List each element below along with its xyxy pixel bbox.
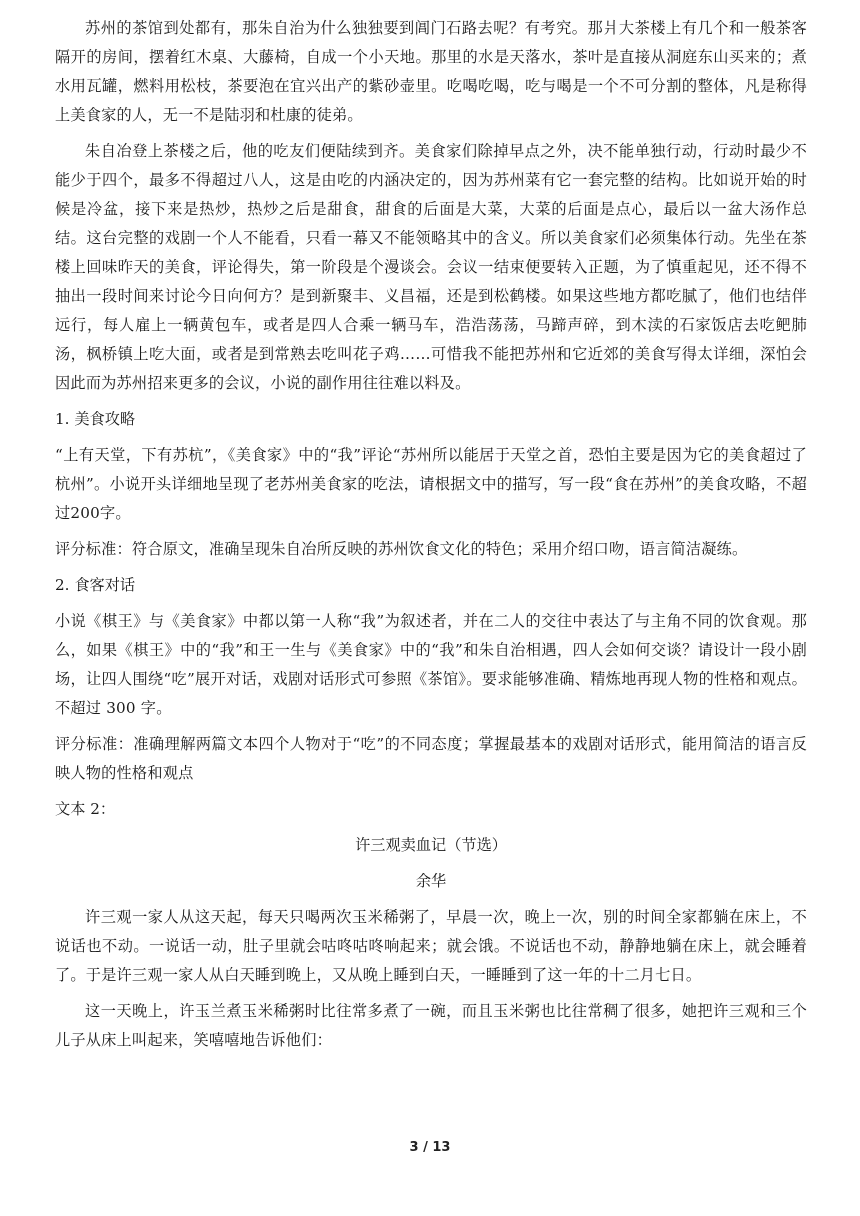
task2-criteria: 评分标准：准确理解两篇文本四个人物对于“吃”的不同态度；掌握最基本的戏剧对话形式，能用简洁的语言反映人物的性格和观点 <box>55 735 807 782</box>
task2-title: 2. 食客对话 <box>55 576 136 594</box>
text2-paragraph-1: 许三观一家人从这天起，每天只喝两次玉米稀粥了，早晨一次，晚上一次，别的时间全家都躺在床上，不说话也不动。一说话一动，肚子里就会咕咚咕咚响起来；就会饿。不说话也不动，静静地躺在床上，就会睡着了。于是许三观一家人从白天睡到晚上，又从晚上睡到白天，一睡睡到了这一年的十二月七日。 <box>55 908 807 984</box>
task2-prompt: 小说《棋王》与《美食家》中都以第一人称“我”为叙述者，并在二人的交往中表达了与主角不同的饮食观。那么，如果《棋王》中的“我”和王一生与《美食家》中的“我”和朱自治相遇，四人会如何交谈？请设计一段小剧场，让四人围绕“吃”展开对话，戏剧对话形式可参照《茶馆》。要求能够准确、精炼地再现人物的性格和观点。不超过 300 字。 <box>55 612 807 717</box>
paragraph-teahouse: 苏州的茶馆到处都有，那朱自治为什么独独要到阊门石路去呢？有考究。那爿大茶楼上有几个和一般茶客隔开的房间，摆着红木桌、大藤椅，自成一个小天地。那里的水是天落水，茶叶是直接从洞庭东山买来的；煮水用瓦罐，燃料用松枝，茶要泡在宜兴出产的紫砂壶里。吃喝吃喝，吃与喝是一个不可分割的整体，凡是称得上美食家的人，无一不是陆羽和杜康的徒弟。 <box>55 19 807 124</box>
page-number: 3 / 13 <box>409 1140 451 1155</box>
task1-title: 1. 美食攻略 <box>55 410 136 428</box>
text2-author: 余华 <box>415 872 447 890</box>
text2-title: 许三观卖血记（节选） <box>355 836 507 854</box>
task1-prompt: “上有天堂，下有苏杭”，《美食家》中的“我”评论“苏州所以能居于天堂之首，恐怕主要是因为它的美食超过了杭州”。小说开头详细地呈现了老苏州美食家的吃法，请根据文中的描写，写一段“食在苏州”的美食攻略，不超过200字。 <box>55 446 807 522</box>
document-page <box>55 14 807 1062</box>
task1-criteria: 评分标准：符合原文，准确呈现朱自冶所反映的苏州饮食文化的特色；采用介绍口吻，语言简洁凝练。 <box>55 540 748 558</box>
paragraph-gourmets: 朱自冶登上茶楼之后，他的吃友们便陆续到齐。美食家们除掉早点之外，决不能单独行动，行动时最少不能少于四个，最多不得超过八人，这是由吃的内涵决定的，因为苏州菜有它一套完整的结构。比如说开始的时候是冷盆，接下来是热炒，热炒之后是甜食，甜食的后面是大菜，大菜的后面是点心，最后以一盆大汤作总结。这台完整的戏剧一个人不能看，只看一幕又不能领略其中的含义。所以美食家们必须集体行动。先坐在茶楼上回味昨天的美食，评论得失，第一阶段是个漫谈会。会议一结束便要转入正题，为了慎重起见，还不得不抽出一段时间来讨论今日向何方？是到新聚丰、义昌福，还是到松鹤楼。如果这些地方都吃腻了，他们也结伴远行，每人雇上一辆黄包车，或者是四人合乘一辆马车，浩浩荡荡，马蹄声碎，到木渎的石家饭店去吃鲃肺汤，枫桥镇上吃大面，或者是到常熟去吃叫花子鸡……可惜我不能把苏州和它近郊的美食写得太详细，深怕会因此而为苏州招来更多的会议，小说的副作用往往难以料及。 <box>55 142 807 392</box>
text2-label: 文本 2： <box>55 800 116 818</box>
text2-paragraph-2: 这一天晚上，许玉兰煮玉米稀粥时比往常多煮了一碗，而且玉米粥也比往常稠了很多，她把许三观和三个儿子从床上叫起来，笑嘻嘻地告诉他们： <box>55 1002 807 1049</box>
